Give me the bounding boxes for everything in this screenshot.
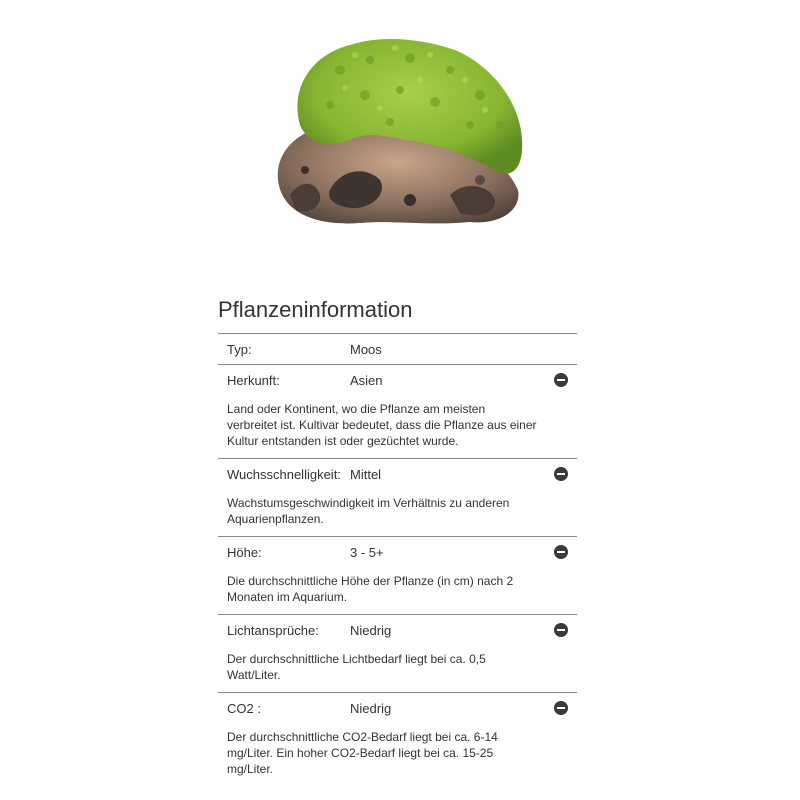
info-label: Herkunft: xyxy=(227,372,280,388)
moss-rock-icon xyxy=(270,30,530,230)
plant-info-section xyxy=(218,294,577,786)
info-row-header xyxy=(218,334,577,364)
info-label: Wuchsschnelligkeit: xyxy=(227,466,341,482)
info-label: Typ: xyxy=(227,341,252,357)
info-table xyxy=(218,333,577,786)
info-row-header xyxy=(218,365,577,395)
plant-image xyxy=(270,30,530,230)
info-row-header xyxy=(218,693,577,723)
collapse-minus-icon[interactable] xyxy=(554,545,568,559)
info-value: Mittel xyxy=(350,466,382,482)
info-row-typ xyxy=(218,334,577,365)
info-label: Höhe: xyxy=(227,544,262,560)
info-value: Asien xyxy=(350,372,383,388)
info-row-co2 xyxy=(218,693,577,786)
info-label: CO2 : xyxy=(227,700,261,716)
info-row-header xyxy=(218,615,577,645)
collapse-minus-icon[interactable] xyxy=(554,701,568,715)
info-description: Wachstumsgeschwindigkeit im Verhältnis zu anderen Aquarienpflanzen. xyxy=(227,496,510,526)
info-description: Die durchschnittliche Höhe der Pflanze (in cm) nach 2 Monaten im Aquarium. xyxy=(227,574,514,604)
info-row-hoehe xyxy=(218,537,577,615)
info-description: Land oder Kontinent, wo die Pflanze am meisten verbreitet ist. Kultivar bedeutet, dass die Pflanze aus einer Kultur entstanden ist oder gezüchtet wurde. xyxy=(227,402,537,448)
collapse-minus-icon[interactable] xyxy=(554,623,568,637)
info-row-header xyxy=(218,459,577,489)
collapse-minus-icon[interactable] xyxy=(554,373,568,387)
collapse-minus-icon[interactable] xyxy=(554,467,568,481)
info-row-herkunft xyxy=(218,365,577,459)
info-row-wuchsschnelligkeit xyxy=(218,459,577,537)
info-row-header xyxy=(218,537,577,567)
info-description: Der durchschnittliche CO2-Bedarf liegt bei ca. 6-14 mg/Liter. Ein hoher CO2-Bedarf liegt bei ca. 15-25 mg/Liter. xyxy=(227,730,498,776)
info-value: Niedrig xyxy=(350,700,392,716)
info-value: 3 - 5+ xyxy=(350,544,384,560)
info-title: Pflanzeninformation xyxy=(218,297,413,322)
info-row-lichtansprueche xyxy=(218,615,577,693)
info-value: Moos xyxy=(350,341,382,357)
info-value: Niedrig xyxy=(350,622,392,638)
info-label: Lichtansprüche: xyxy=(227,622,319,638)
info-description: Der durchschnittliche Lichtbedarf liegt bei ca. 0,5 Watt/Liter. xyxy=(227,652,486,682)
